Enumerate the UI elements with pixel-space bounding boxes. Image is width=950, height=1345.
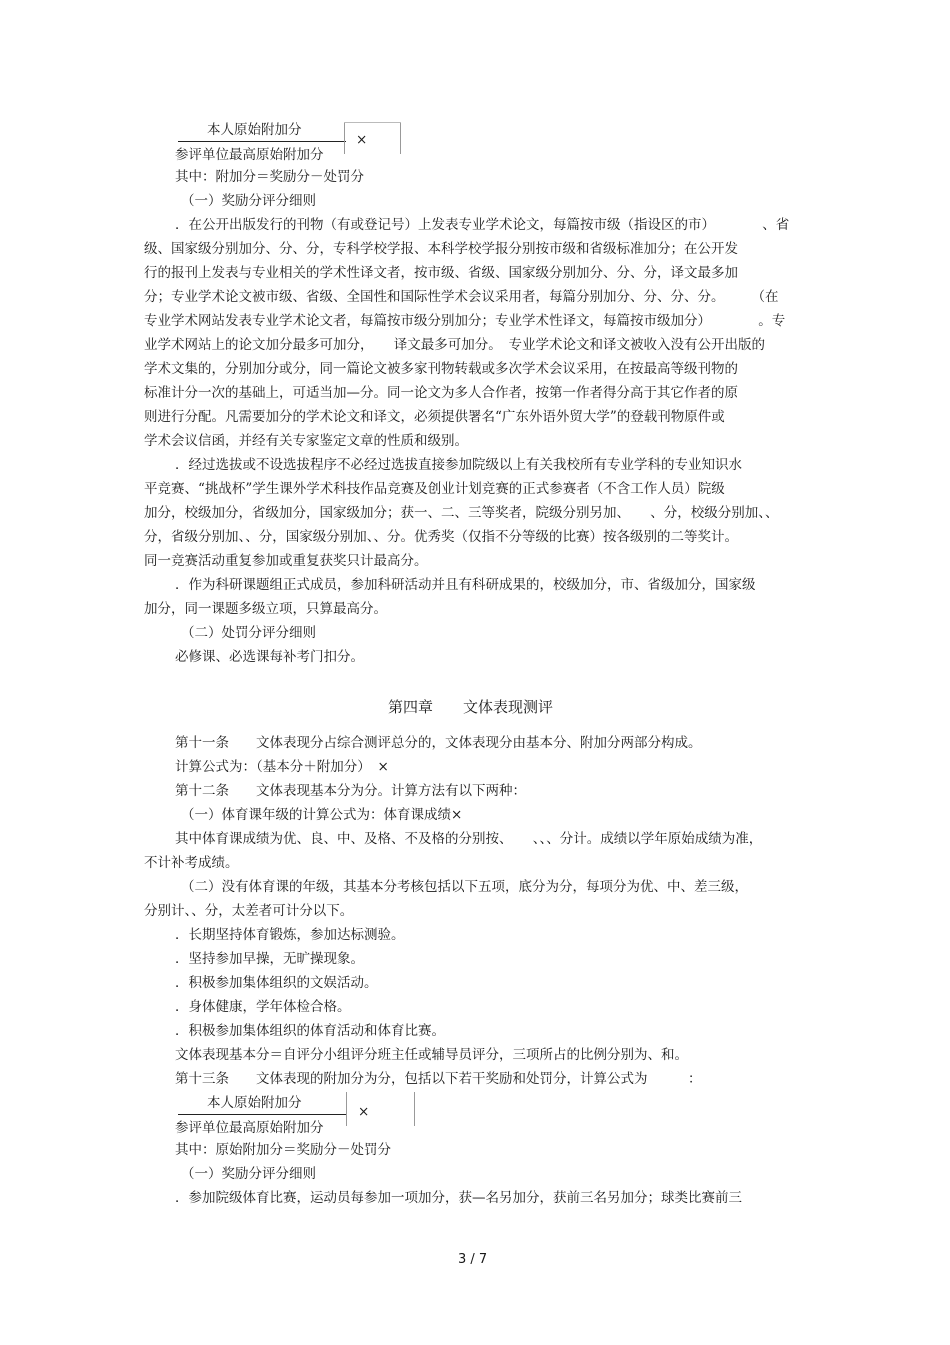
text-line: 行的报刊上发表与专业相关的学术性译文者，按市级、省级、国家级分别加分、分、分，译文最多加 <box>144 265 738 281</box>
text-line: ．积极参加集体组织的文娱活动。 <box>175 975 378 991</box>
table-border-left <box>346 1092 347 1126</box>
text-line: ．坚持参加早操，无旷操现象。 <box>175 951 364 967</box>
text-line: 平竞赛、“挑战杯”学生课外学术科技作品竞赛及创业计划竞赛的正式参赛者（不含工作人员）院级 <box>144 481 725 497</box>
text-line: （二）没有体育课的年级，其基本分考核包括以下五项，底分为分，每项分为优、中、差三级， <box>181 879 748 895</box>
text-line: ．长期坚持体育锻炼，参加达标测验。 <box>175 927 405 943</box>
text-line: 级、国家级分别加分、分、分，专科学校学报、本科学校学报分别按市级和省级标准加分；在公开发 <box>144 241 738 257</box>
text-line: 则进行分配。凡需要加分的学术论文和译文，必须提供署名“广东外语外贸大学”的登载刊物原件或 <box>144 409 725 425</box>
text-line: 分；专业学术论文被市级、省级、全国性和国际性学术会议采用者，每篇分别加分、分、分、分。 （在 <box>144 289 779 305</box>
text-line: 第十一条 文体表现分占综合测评总分的，文体表现分由基本分、附加分两部分构成。 <box>175 735 702 751</box>
text-line: （一）奖励分评分细则 <box>181 193 316 209</box>
table-border-top <box>344 122 401 123</box>
text-line: 第十二条 文体表现基本分为分。计算方法有以下两种： <box>175 783 526 799</box>
text-line: ．在公开出版发行的刊物（有或登记号）上发表专业学术论文，每篇按市级（指设区的市） 、省 <box>175 217 790 233</box>
formula1-denominator: 参评单位最高原始附加分 <box>175 147 324 163</box>
text-line: 计算公式为：（基本分＋附加分） × <box>175 759 389 775</box>
text-line: 同一竞赛活动重复参加或重复获奖只计最高分。 <box>144 553 428 569</box>
text-line: 加分，校级加分，省级加分，国家级加分；获一、二、三等奖者，院级分别另加、 、分，校级分别加、、 <box>144 505 779 521</box>
table-border-right <box>414 1092 415 1126</box>
text-line: 其中：附加分＝奖励分－处罚分 <box>175 169 364 185</box>
table-border-right <box>400 122 401 154</box>
formula2-numerator: 本人原始附加分 <box>207 1095 302 1111</box>
fraction-bar <box>178 1114 346 1115</box>
text-line: 文体表现基本分＝自评分小组评分班主任或辅导员评分，三项所占的比例分别为、和。 <box>175 1047 688 1063</box>
text-line: 分别计、、分，太差者可计分以下。 <box>144 903 354 919</box>
text-line: 学术会议信函，并经有关专家鉴定文章的性质和级别。 <box>144 433 468 449</box>
text-line: 业学术网站上的论文加分最多可加分， 译文最多可加分。 专业学术论文和译文被收入没有公开出版的 <box>144 337 765 353</box>
text-line: （一）体育课年级的计算公式为：体育课成绩× <box>181 807 463 823</box>
formula2-times: × <box>358 1104 370 1120</box>
text-line: ．参加院级体育比赛，运动员每参加一项加分，获—名另加分，获前三名另加分；球类比赛前三 <box>175 1190 742 1206</box>
text-line: 分，省级分别加、、分，国家级分别加、、分。优秀奖（仅指不分等级的比赛）按各级别的二等奖计。 <box>144 529 738 545</box>
text-line: 专业学术网站发表专业学术论文者，每篇按市级分别加分；专业学术性译文，每篇按市级加分） 。专 <box>144 313 786 329</box>
text-line: ．积极参加集体组织的体育活动和体育比赛。 <box>175 1023 445 1039</box>
text-line: 学术文集的，分别加分或分，同一篇论文被多家刊物转载或多次学术会议采用，在按最高等级刊物的 <box>144 361 738 377</box>
text-line: （一）奖励分评分细则 <box>181 1166 316 1182</box>
fraction-bar <box>178 141 346 142</box>
text-line: 其中体育课成绩为优、良、中、及格、不及格的分别按、 、、、分计。成绩以学年原始成绩为准， <box>175 831 763 847</box>
text-line: 必修课、必选课每补考门扣分。 <box>175 649 364 665</box>
text-line: 标准计分一次的基础上，可适当加—分。同一论文为多人合作者，按第一作者得分高于其它作者的原 <box>144 385 738 401</box>
formula1-times: × <box>356 132 368 148</box>
formula2-denominator: 参评单位最高原始附加分 <box>175 1120 324 1136</box>
page-number: 3 / 7 <box>458 1252 488 1267</box>
formula1-numerator: 本人原始附加分 <box>207 122 302 138</box>
chapter-title: 第四章 文体表现测评 <box>388 698 554 716</box>
text-line: 其中：原始附加分＝奖励分－处罚分 <box>175 1142 391 1158</box>
text-line: ．经过选拔或不设选拔程序不必经过选拔直接参加院级以上有关我校所有专业学科的专业知识水 <box>175 457 742 473</box>
text-line: （二）处罚分评分细则 <box>181 625 316 641</box>
text-line: ．身体健康，学年体检合格。 <box>175 999 351 1015</box>
text-line: 第十三条 文体表现的附加分为分，包括以下若干奖励和处罚分，计算公式为 ： <box>175 1071 702 1087</box>
text-line: 不计补考成绩。 <box>144 855 239 871</box>
text-line: ．作为科研课题组正式成员，参加科研活动并且有科研成果的，校级加分，市、省级加分，国家级 <box>175 577 756 593</box>
table-border-left <box>344 122 345 154</box>
text-line: 加分，同一课题多级立项，只算最高分。 <box>144 601 387 617</box>
